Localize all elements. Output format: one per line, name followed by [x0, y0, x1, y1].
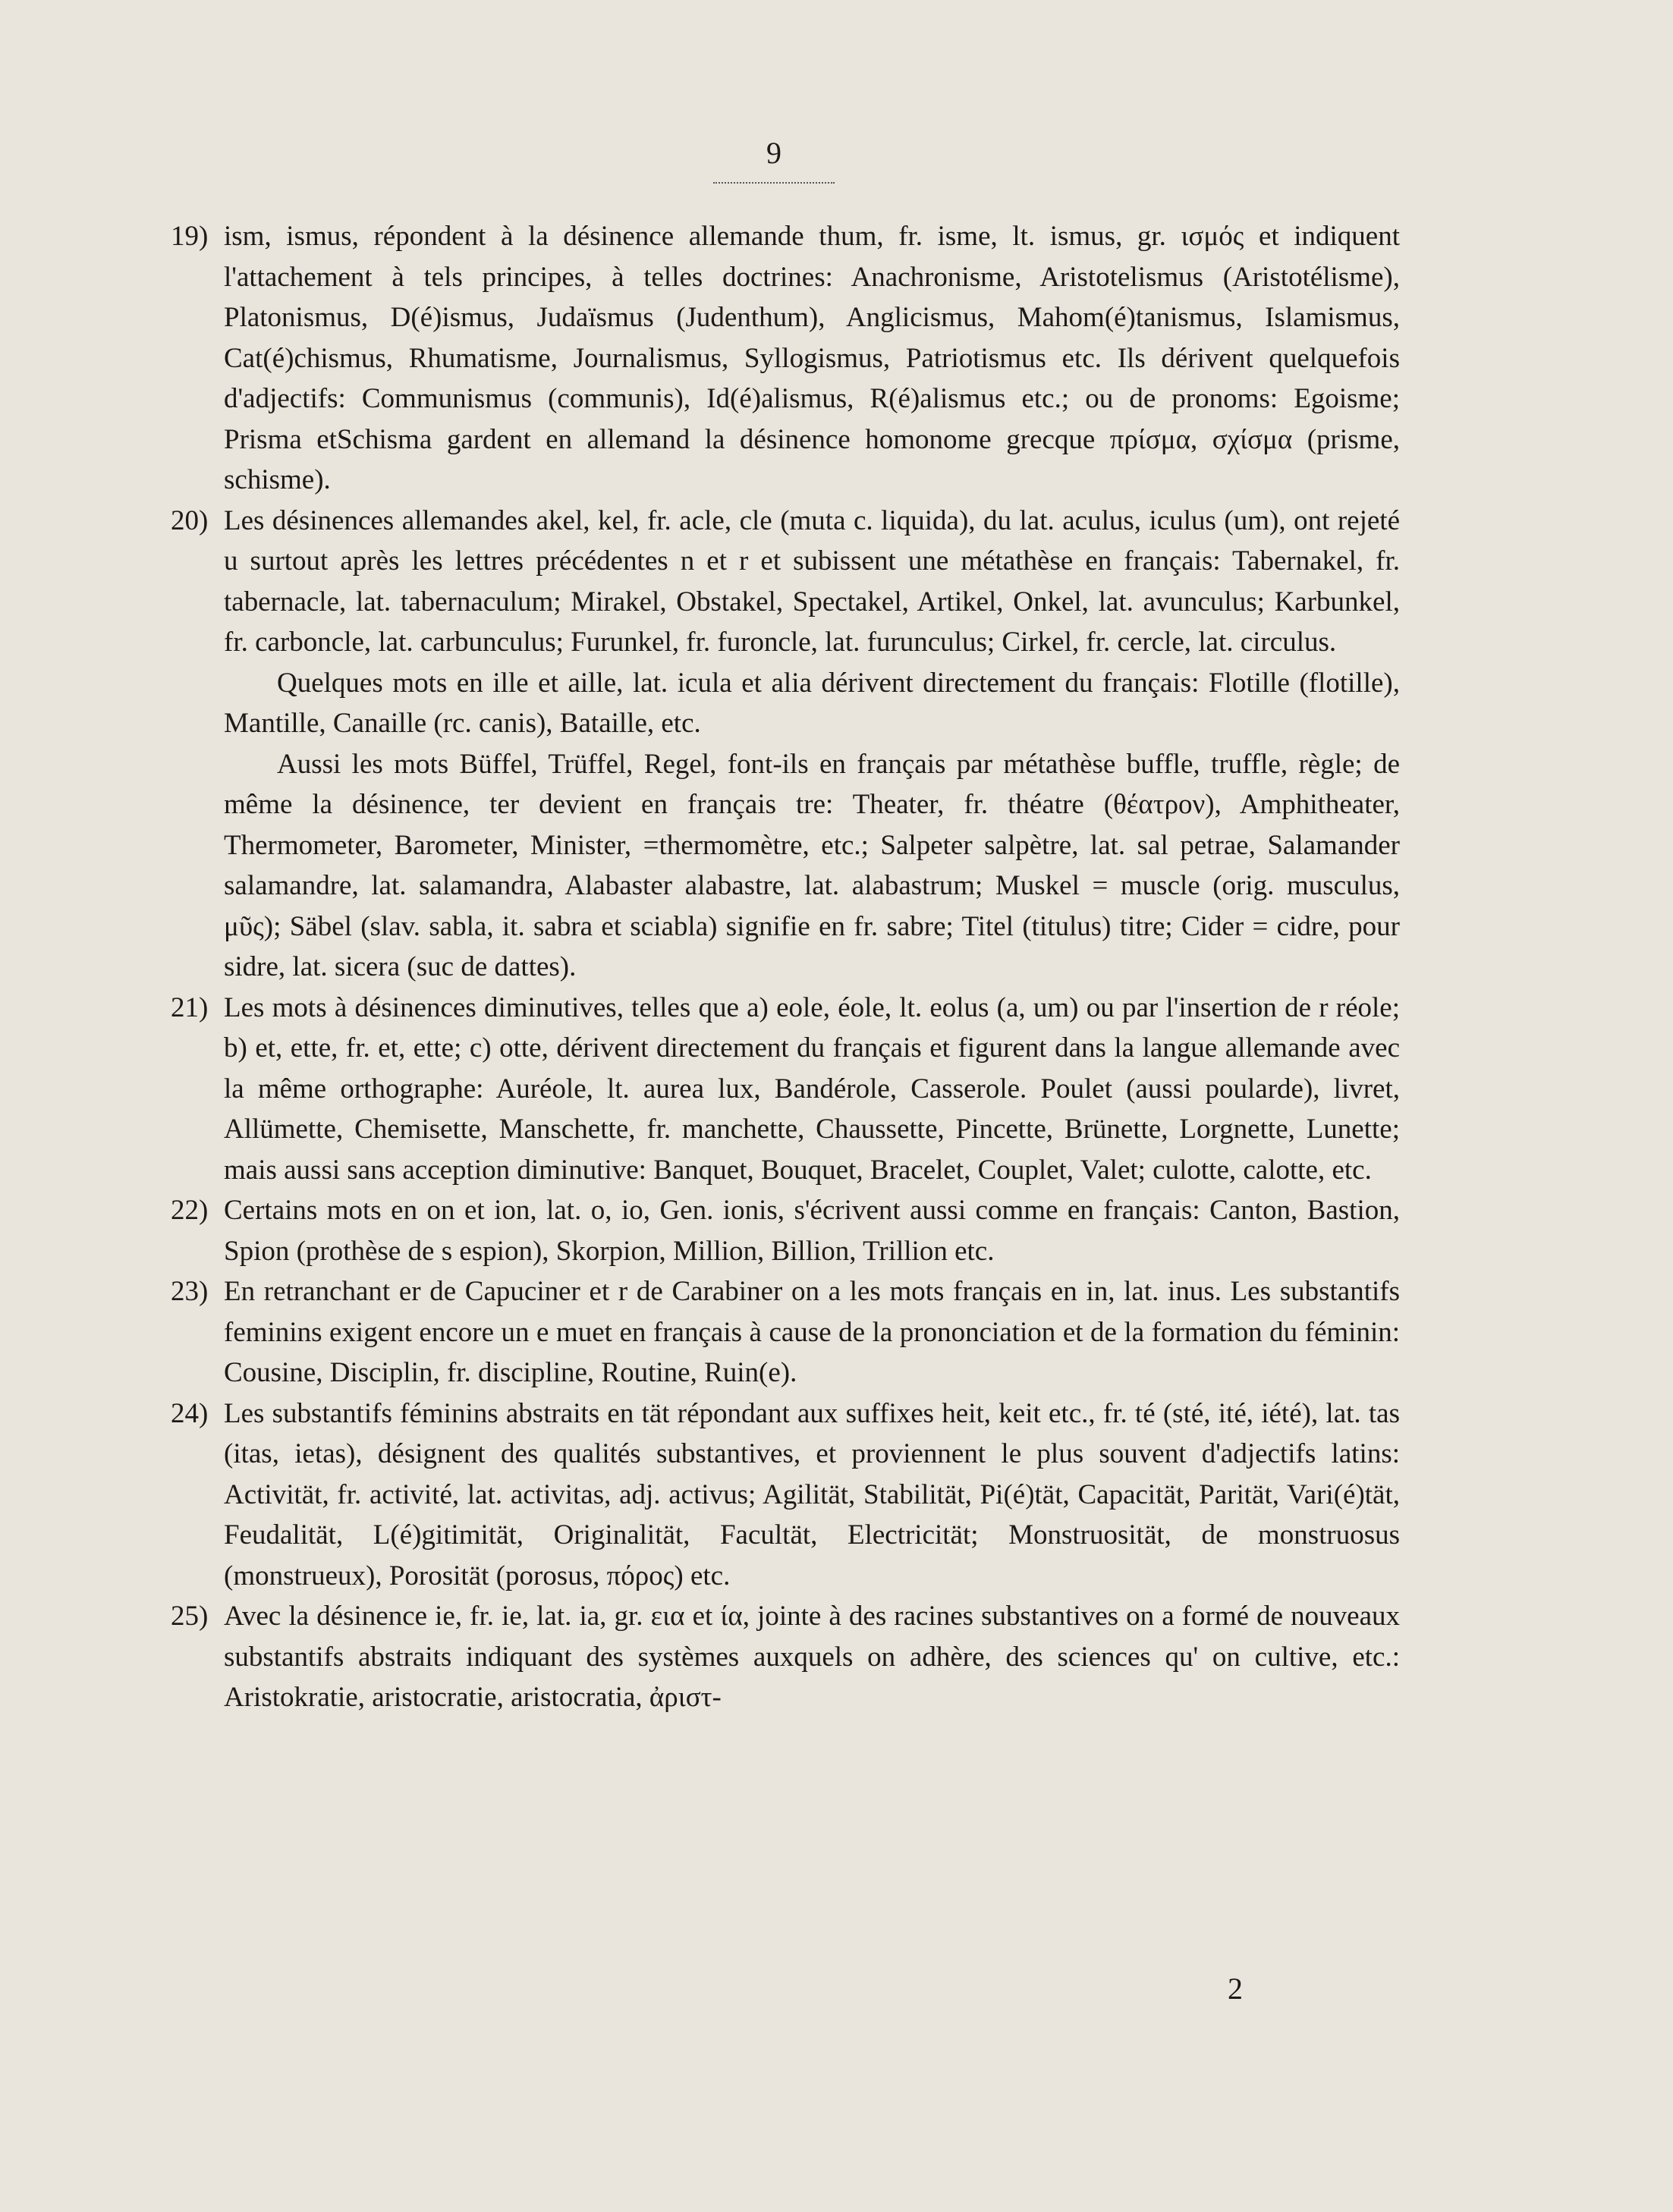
subparagraph: Quelques mots en ille et aille, lat. icula et alia dérivent directement du français: Flotille (flotille), Mantille, Canaille (rc. canis), Bataille, etc. [224, 667, 1400, 739]
body-text [171, 216, 1400, 1718]
paragraph-number: 22) [171, 1195, 209, 1226]
signature-mark: 2 [1228, 1972, 1243, 2006]
paragraph-25 [171, 1596, 1400, 1718]
paragraph-number: 23) [171, 1276, 209, 1307]
paragraph-text: ism, ismus, répondent à la désinence allemande thum, fr. isme, lt. ismus, gr. ισμός et indiquent l'attachement à tels principes, à telles doctrines: Anachronisme, Aristotelismus (Aristotélisme), Platonismus, D(é)ismus, Judaïsmus (Judenthum), Anglicismus, Mahom(é)tanismus, Islamismus, Cat(é)chismus, Rhumatisme, Journalismus, Syllogismus, Patriotismus etc. Ils dérivent quelquefois d'adjectifs: Communismus (communis), Id(é)alismus, R(é)alismus etc.; ou de pronoms: Egoisme; Prisma etSchisma gardent en allemand la désinence homonome grecque πρίσμα, σχίσμα (prisme, schisme). [224, 221, 1400, 495]
paragraph-21 [171, 988, 1400, 1191]
paragraph-text: En retranchant er de Capuciner et r de Carabiner on a les mots français en in, lat. inus. Les substantifs feminins exigent encore un e muet en français à cause de la prononciation et de la formation du féminin: Cousine, Disciplin, fr. discipline, Routine, Ruin(e). [224, 1276, 1400, 1388]
paragraph-24 [171, 1393, 1400, 1597]
paragraph-text: Les substantifs féminins abstraits en tät répondant aux suffixes heit, keit etc., fr. té (sté, ité, iété), lat. tas (itas, ietas), désignent des qualités substantives, et proviennent le plus souvent d'adjectifs latins: Activität, fr. activité, lat. activitas, adj. activus; Agilität, Stabilität, Pi(é)tät, Capacität, Parität, Vari(é)tät, Feudalität, L(é)gitimität, Originalität, Facultät, Electricität; Monstruosität, de monstruosus (monstrueux), Porosität (porosus, πόρος) etc. [224, 1397, 1400, 1591]
paragraph-number: 21) [171, 991, 209, 1023]
subparagraph: Aussi les mots Büffel, Trüffel, Regel, font-ils en français par métathèse buffle, truffle, règle; de même la désinence, ter devient en français tre: Theater, fr. théatre (θέατρον), Amphitheater, Thermometer, Barometer, Minister, =thermomètre, etc.; Salpeter salpètre, lat. sal petrae, Salamander salamandre, lat. salamandra, Alabaster alabastre, lat. alabastrum; Muskel = muscle (orig. musculus, μῦς); Säbel (slav. sabla, it. sabra et sciabla) signifie en fr. sabre; Titel (titulus) titre; Cider = cidre, pour sidre, lat. sicera (suc de dattes). [224, 748, 1400, 982]
paragraph-number: 24) [171, 1397, 209, 1429]
paragraph-19 [171, 216, 1400, 501]
paragraph-22 [171, 1190, 1400, 1271]
paragraph-text: Les mots à désinences diminutives, telles que a) eole, éole, lt. eolus (a, um) ou par l'insertion de r réole; b) et, ette, fr. et, ette; c) otte, dérivent directement du français et figurent dans la langue allemande avec la même orthographe: Auréole, lt. aurea lux, Bandérole, Casserole. Poulet (aussi poularde), livret, Allümette, Chemisette, Manschette, fr. manchette, Chaussette, Pincette, Brünette, Lorgnette, Lunette; mais aussi sans acception diminutive: Banquet, Bouquet, Bracelet, Couplet, Valet; culotte, calotte, etc. [224, 991, 1400, 1186]
paragraph-number: 19) [171, 221, 209, 252]
paragraph-text: Certains mots en on et ion, lat. o, io, Gen. ionis, s'écrivent aussi comme en français: Canton, Bastion, Spion (prothèse de s espion), Skorpion, Million, Billion, Trillion etc. [224, 1195, 1400, 1267]
paragraph-number: 25) [171, 1601, 209, 1632]
paragraph-20 [171, 501, 1400, 663]
paragraph-number: 20) [171, 504, 209, 536]
decorative-rule [713, 176, 835, 184]
paragraph-text: Avec la désinence ie, fr. ie, lat. ia, gr. εια et ία, jointe à des racines substantives on a formé de nouveaux substantifs abstraits indiquant des systèmes auxquels on adhère, des sciences qu' on cultive, etc.: Aristokratie, aristocratie, aristocratia, ἀριστ- [224, 1601, 1400, 1713]
paragraph-text: Les désinences allemandes akel, kel, fr. acle, cle (muta c. liquida), du lat. aculus, iculus (um), ont rejeté u surtout après les lettres précédentes n et r et subissent une métathèse en français: Tabernakel, fr. tabernacle, lat. tabernaculum; Mirakel, Obstakel, Spectakel, Artikel, Onkel, lat. avunculus; Karbunkel, fr. carboncle, lat. carbunculus; Furunkel, fr. furoncle, lat. furunculus; Cirkel, fr. cercle, lat. circulus. [224, 504, 1400, 658]
page-number: 9 [766, 136, 781, 170]
paragraph-23 [171, 1271, 1400, 1393]
